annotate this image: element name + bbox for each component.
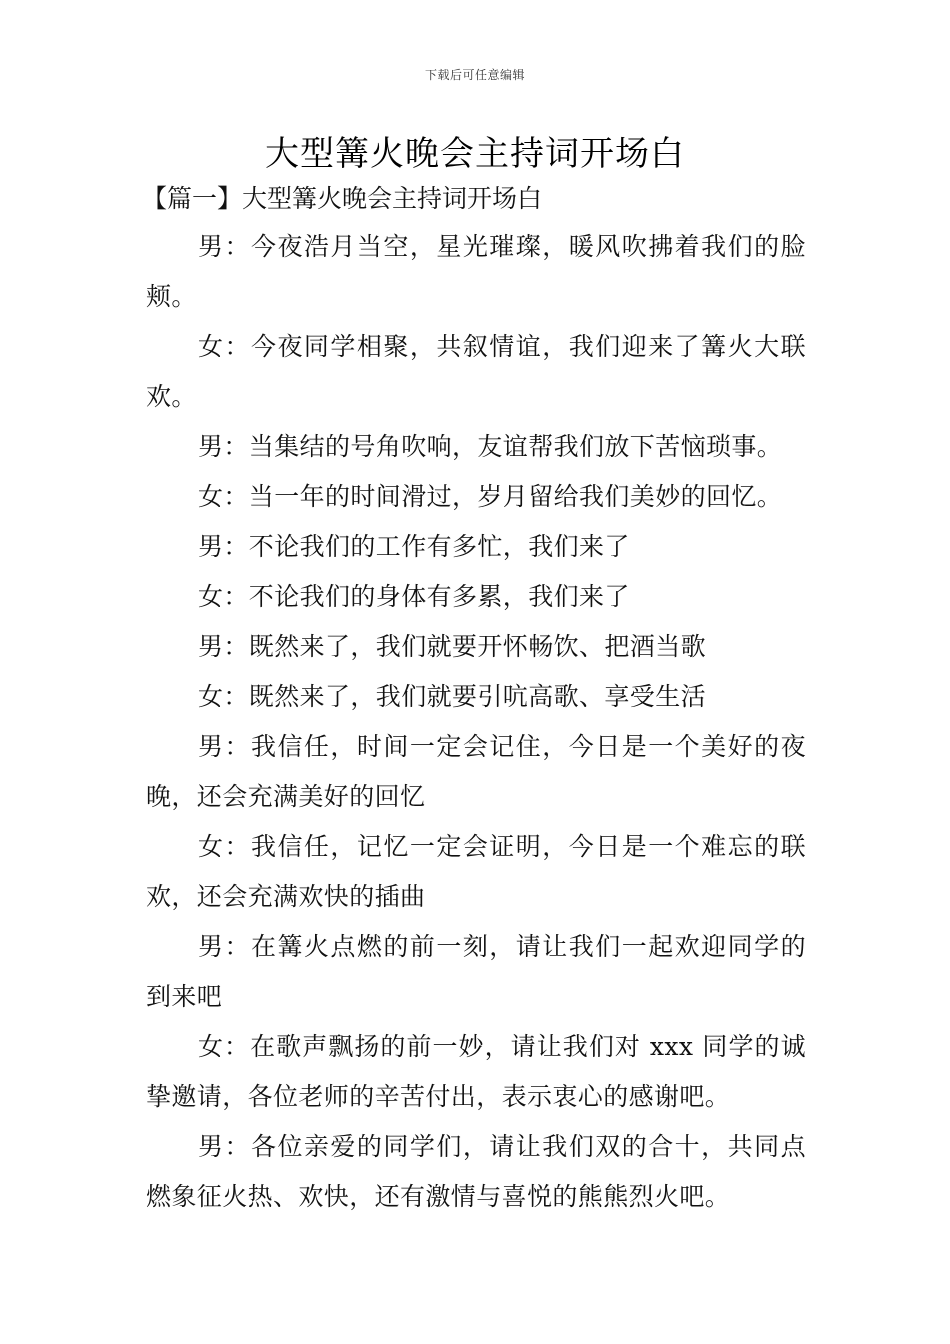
dialogue-paragraph: 男：在篝火点燃的前一刻，请让我们一起欢迎同学的到来吧: [146, 932, 806, 1011]
header-note: 下载后可任意编辑: [424, 68, 525, 82]
dialogue-paragraph: 女：既然来了，我们就要引吭高歌、享受生活: [198, 682, 707, 711]
dialogue-paragraph: 男：各位亲爱的同学们，请让我们双的合十，共同点燃象征火热、欢快，还有激情与喜悦的熊熊烈火吧。: [146, 1132, 806, 1211]
dialogue-paragraph: 男：今夜浩月当空，星光璀璨，暖风吹拂着我们的脸颊。: [146, 232, 806, 311]
dialogue-paragraph: 男：我信任，时间一定会记住，今日是一个美好的夜晚，还会充满美好的回忆: [146, 732, 806, 811]
dialogue-paragraph: 男：不论我们的工作有多忙，我们来了: [198, 532, 630, 561]
document-title: 大型篝火晚会主持词开场白: [265, 134, 685, 174]
dialogue-paragraph: 女：不论我们的身体有多累，我们来了: [198, 582, 630, 611]
dialogue-paragraph: 男：既然来了，我们就要开怀畅饮、把酒当歌: [198, 632, 707, 661]
dialogue-paragraph: 女：今夜同学相聚，共叙情谊，我们迎来了篝火大联欢。: [146, 332, 806, 411]
dialogue-paragraph: 女：当一年的时间滑过，岁月留给我们美妙的回忆。: [198, 482, 783, 511]
dialogue-paragraph: 女：在歌声飘扬的前一妙，请让我们对 xxx 同学的诚挚邀请，各位老师的辛苦付出，表示衷心的感谢吧。: [146, 1032, 806, 1111]
dialogue-paragraph: 女：我信任，记忆一定会证明，今日是一个难忘的联欢，还会充满欢快的插曲: [146, 832, 806, 911]
document-body: [142, 176, 806, 1222]
section-heading: 【篇一】大型篝火晚会主持词开场白: [142, 184, 543, 213]
dialogue-paragraph: 男：当集结的号角吹响，友谊帮我们放下苦恼琐事。: [198, 432, 783, 461]
